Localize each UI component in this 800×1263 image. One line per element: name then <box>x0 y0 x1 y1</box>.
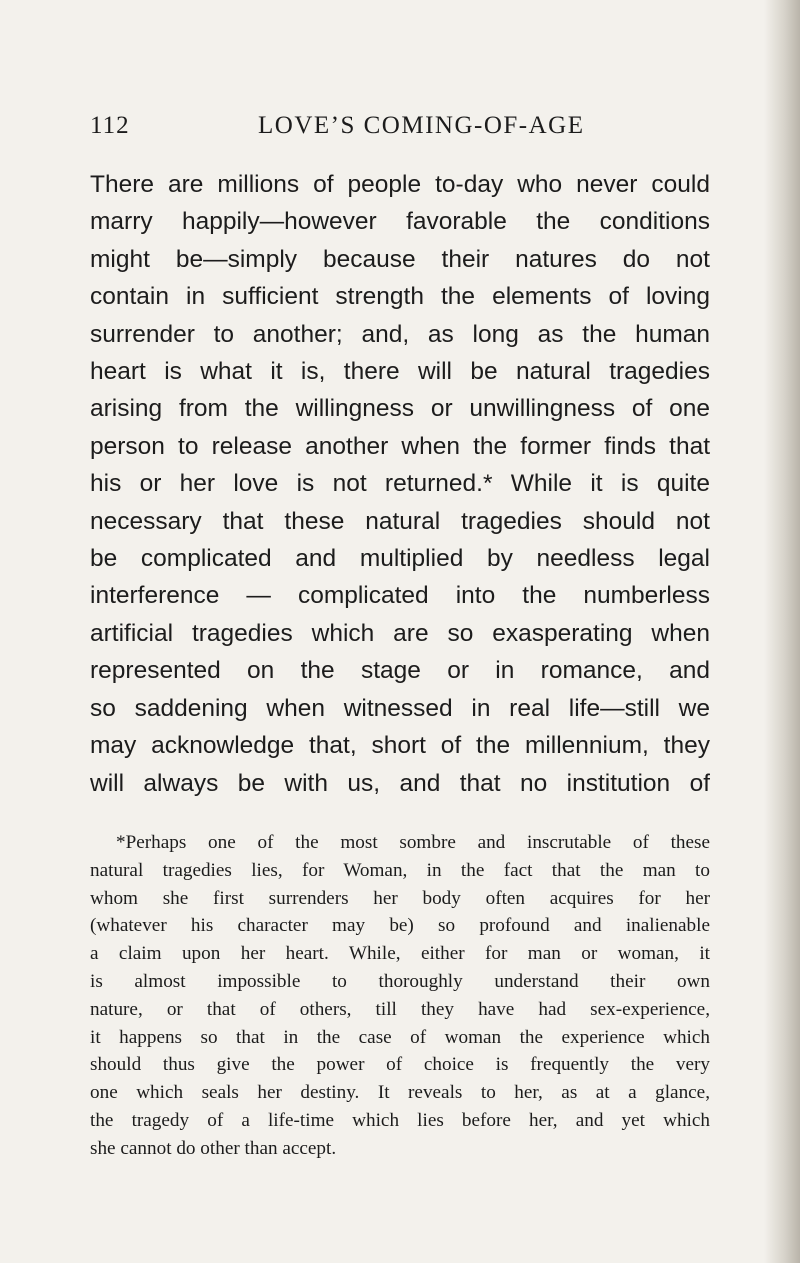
page-number: 112 <box>90 112 130 139</box>
footnote-line: the tragedy of a life-time which lies before her, and yet which <box>90 1109 710 1131</box>
body-line: might be—simply because their natures do not <box>90 245 710 273</box>
body-line: will always be with us, and that no institution of <box>90 769 710 797</box>
body-line: contain in sufficient strength the elements of loving <box>90 283 710 311</box>
body-line: be complicated and multiplied by needless legal <box>90 545 710 573</box>
page-edge-shadow <box>764 0 800 1263</box>
body-line: necessary that these natural tragedies should not <box>90 507 710 535</box>
footnote-line: should thus give the power of choice is frequently the very <box>90 1054 710 1076</box>
footnote-line: a claim upon her heart. While, either for man or woman, it <box>90 943 710 965</box>
footnote-line: natural tragedies lies, for Woman, in the fact that the man to <box>90 859 710 881</box>
running-title: LOVE’S COMING-OF-AGE <box>258 112 585 139</box>
footnote-line: one which seals her destiny. It reveals to her, as at a glance, <box>90 1082 710 1104</box>
body-line: artificial tragedies which are so exasperating when <box>90 619 710 647</box>
footnote-line: *Perhaps one of the most sombre and inscrutable of these <box>116 832 710 853</box>
footnote-line: she cannot do other than accept. <box>90 1137 337 1159</box>
footnote <box>90 829 710 1163</box>
body-line: heart is what it is, there will be natural tragedies <box>90 358 710 386</box>
body-line: his or her love is not returned.* While it is quite <box>90 470 710 498</box>
footnote-line: whom she first surrenders her body often acquires for her <box>90 887 710 909</box>
body-line: interference — complicated into the numberless <box>90 582 710 610</box>
body-line: person to release another when the former finds that <box>90 432 710 460</box>
footnote-line: it happens so that in the case of woman the experience which <box>90 1026 710 1048</box>
running-header <box>90 112 710 148</box>
body-line: represented on the stage or in romance, and <box>90 657 710 685</box>
footnote-line: nature, or that of others, till they have had sex-experience, <box>90 998 710 1020</box>
body-line: surrender to another; and, as long as the human <box>90 320 710 348</box>
body-line: arising from the willingness or unwillingness of one <box>90 395 710 423</box>
body-line: marry happily—however favorable the conditions <box>90 208 710 236</box>
body-line: so saddening when witnessed in real life—still we <box>90 694 710 722</box>
body-text <box>90 166 710 802</box>
body-line: may acknowledge that, short of the millennium, they <box>90 732 710 760</box>
footnote-line: (whatever his character may be) so profound and inalienable <box>90 915 710 937</box>
body-line: There are millions of people to-day who never could <box>90 171 710 198</box>
footnote-line: is almost impossible to thoroughly understand their own <box>90 970 710 992</box>
